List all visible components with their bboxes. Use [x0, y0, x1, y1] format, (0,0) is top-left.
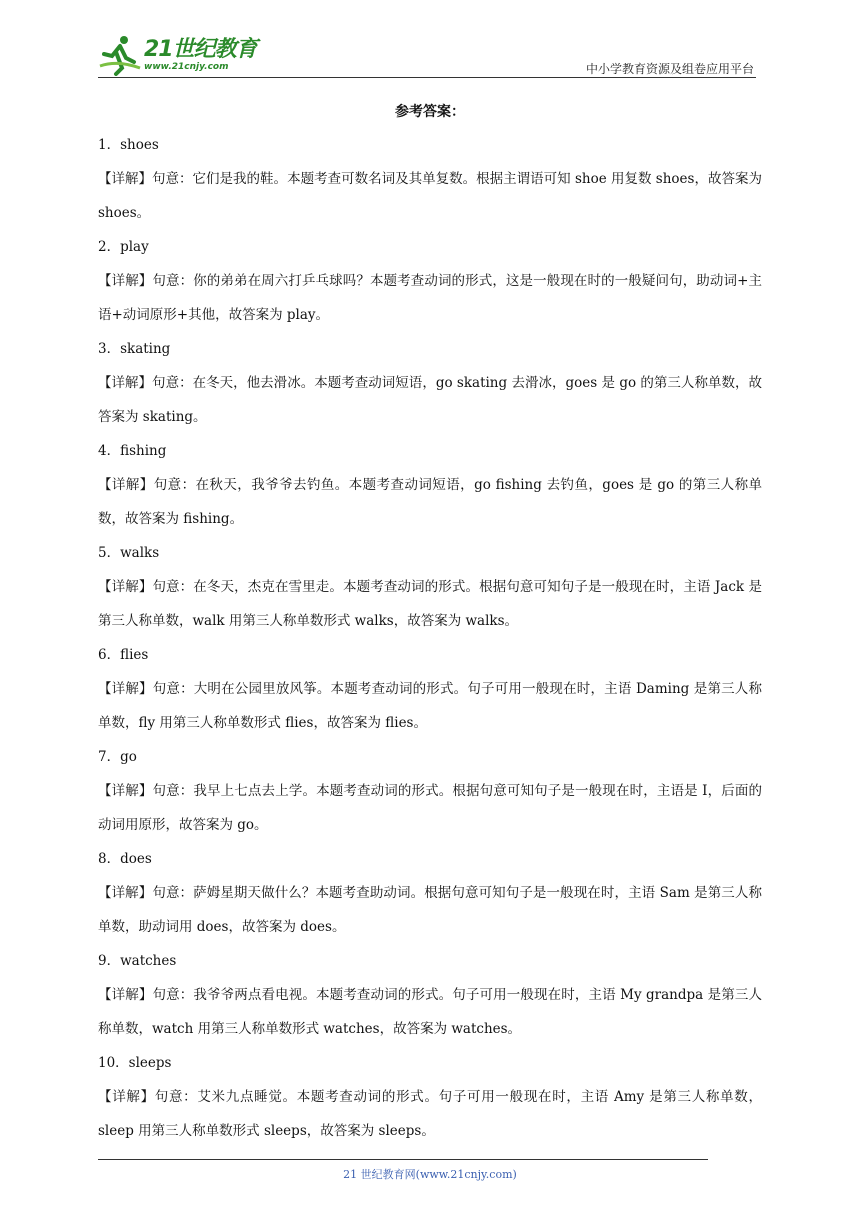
platform-name: 中小学教育资源及组卷应用平台: [585, 62, 754, 76]
answer-10: 10．sleeps: [98, 1055, 172, 1071]
detail-7: 【详解】句意：我早上七点去上学。本题考查动词的形式。根据句意可知句子是一般现在时，主语是 I，后面的动词用原形，故答案为 go。: [98, 783, 762, 833]
detail-8: 【详解】句意：萨姆星期天做什么？本题考查助动词。根据句意可知句子是一般现在时，主语 Sam 是第三人称单数，助动词用 does，故答案为 does。: [98, 885, 762, 935]
answer-list: [98, 128, 762, 1148]
logo-url: www.21cnjy.com: [144, 62, 229, 72]
logo: [98, 30, 268, 78]
header-divider: [98, 77, 756, 78]
answer-1: 1．shoes: [98, 137, 159, 153]
answer-5: 5．walks: [98, 545, 160, 561]
runner-icon: [98, 32, 142, 76]
detail-2: 【详解】句意：你的弟弟在周六打乒乓球吗？本题考查动词的形式，这是一般现在时的一般疑问句，助动词+主语+动词原形+其他，故答案为 play。: [98, 273, 762, 323]
page-title: 参考答案：: [395, 104, 465, 120]
detail-1: 【详解】句意：它们是我的鞋。本题考查可数名词及其单复数。根据主谓语可知 shoe 用复数 shoes，故答案为 shoes。: [98, 171, 762, 221]
answer-4: 4．fishing: [98, 443, 167, 459]
answer-9: 9．watches: [98, 953, 177, 969]
logo-text: 21世纪教育: [144, 37, 257, 62]
answer-8: 8．does: [98, 851, 152, 867]
detail-10: 【详解】句意：艾米九点睡觉。本题考查动词的形式。句子可用一般现在时，主语 Amy 是第三人称单数，sleep 用第三人称单数形式 sleeps，故答案为 sleeps。: [98, 1089, 762, 1139]
footer-divider: [98, 1159, 708, 1160]
detail-9: 【详解】句意：我爷爷两点看电视。本题考查动词的形式。句子可用一般现在时，主语 My grandpa 是第三人称单数，watch 用第三人称单数形式 watches，故答案为 watches。: [98, 987, 762, 1037]
footer-text: 21 世纪教育网(www.21cnjy.com): [343, 1168, 517, 1181]
detail-3: 【详解】句意：在冬天，他去滑冰。本题考查动词短语，go skating 去滑冰，goes 是 go 的第三人称单数，故答案为 skating。: [98, 375, 762, 425]
detail-4: 【详解】句意：在秋天，我爷爷去钓鱼。本题考查动词短语，go fishing 去钓鱼，goes 是 go 的第三人称单数，故答案为 fishing。: [98, 477, 762, 527]
detail-5: 【详解】句意：在冬天，杰克在雪里走。本题考查动词的形式。根据句意可知句子是一般现在时，主语 Jack 是第三人称单数，walk 用第三人称单数形式 walks，故答案为 walks。: [98, 579, 762, 629]
answer-7: 7．go: [98, 749, 137, 765]
answer-3: 3．skating: [98, 341, 171, 357]
page-header: [98, 30, 756, 80]
detail-6: 【详解】句意：大明在公园里放风筝。本题考查动词的形式。句子可用一般现在时，主语 Daming 是第三人称单数，fly 用第三人称单数形式 flies，故答案为 flies。: [98, 681, 762, 731]
answer-6: 6．flies: [98, 647, 149, 663]
answer-2: 2．play: [98, 239, 149, 255]
